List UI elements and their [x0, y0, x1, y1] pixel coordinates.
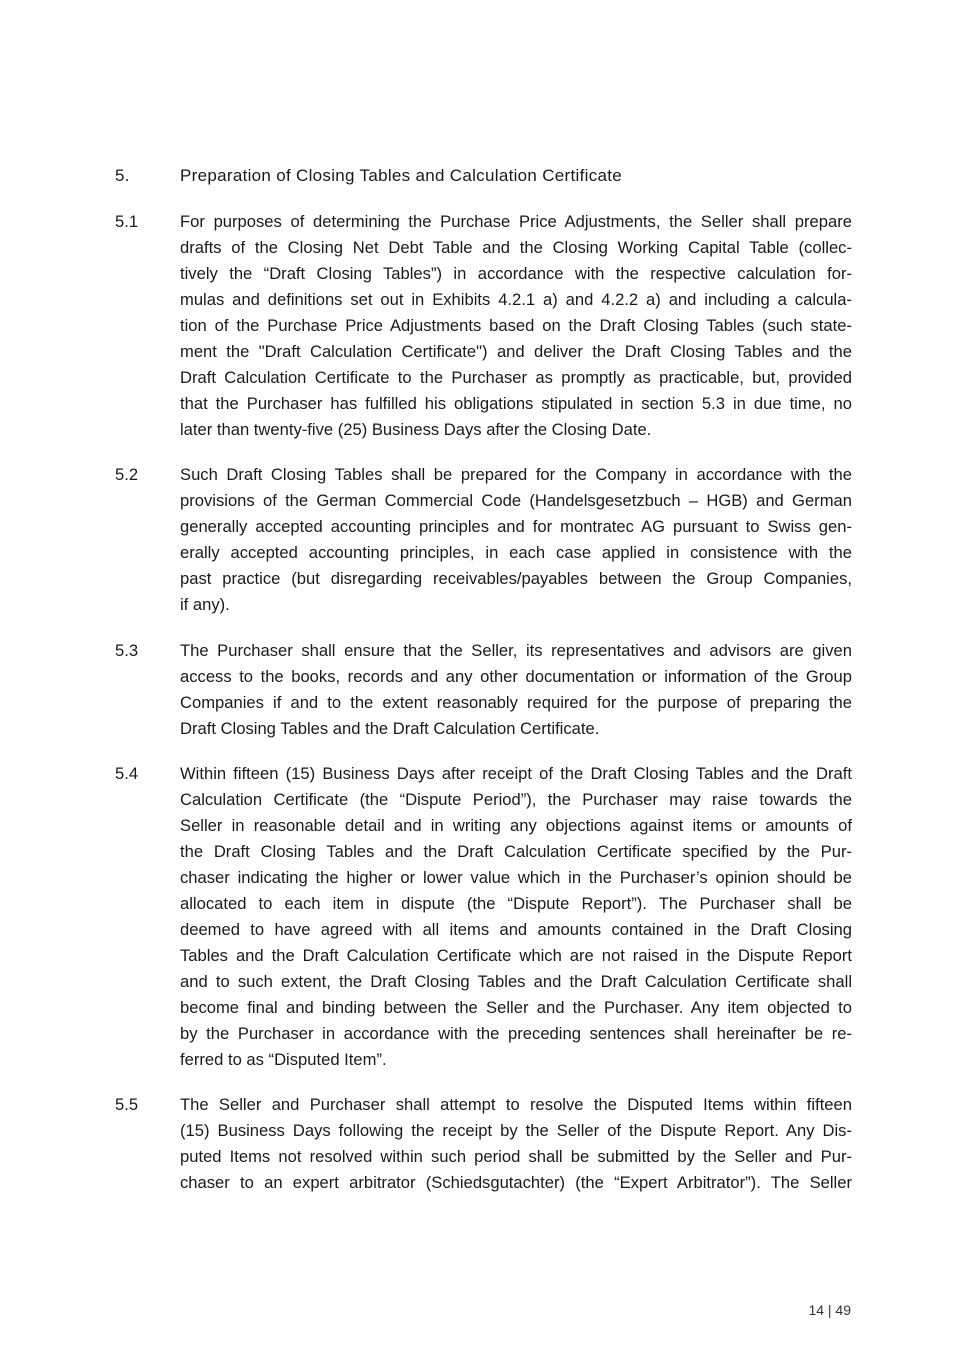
clause-line: Within fifteen (15) Business Days after receipt of the Draft Closing Tables and the Draft [180, 764, 852, 783]
clause-line: deemed to have agreed with all items and amounts contained in the Draft Closing [180, 920, 852, 939]
clause-line: access to the books, records and any other documentation or information of the Group [180, 667, 852, 686]
clause-line: (15) Business Days following the receipt by the Seller of the Dispute Report. Any Dis- [180, 1121, 852, 1140]
page-number: 14 | 49 [808, 1302, 851, 1318]
clause-text [180, 761, 852, 1073]
clause-line: tion of the Purchase Price Adjustments based on the Draft Closing Tables (such state- [180, 316, 852, 335]
section-title: Preparation of Closing Tables and Calculation Certificate [180, 166, 623, 185]
clause-line: allocated to each item in dispute (the “Dispute Report”). The Purchaser shall be [180, 894, 852, 913]
clause-line: drafts of the Closing Net Debt Table and the Closing Working Capital Table (collec- [180, 238, 852, 257]
clause-line: The Seller and Purchaser shall attempt to resolve the Disputed Items within fifteen [180, 1095, 852, 1114]
clause-line: puted Items not resolved within such period shall be submitted by the Seller and Pur- [180, 1147, 852, 1166]
clause-line: by the Purchaser in accordance with the preceding sentences shall hereinafter be re- [180, 1024, 852, 1043]
clause-line: tively the “Draft Closing Tables”) in accordance with the respective calculation for- [180, 264, 852, 283]
clause-number: 5.2 [115, 465, 139, 484]
clause-line: ferred to as “Disputed Item”. [180, 1050, 387, 1069]
clause-line: The Purchaser shall ensure that the Seller, its representatives and advisors are given [180, 641, 852, 660]
clause-line: and to such extent, the Draft Closing Tables and the Draft Calculation Certificate shall [180, 972, 852, 991]
clause-line: past practice (but disregarding receivables/payables between the Group Companies, [180, 569, 852, 588]
clause-number: 5.3 [115, 641, 139, 660]
clause-line: Draft Calculation Certificate to the Purchaser as promptly as practicable, but, provided [180, 368, 852, 387]
clause-line: Seller in reasonable detail and in writing any objections against items or amounts of [180, 816, 852, 835]
clause-line: Tables and the Draft Calculation Certificate which are not raised in the Dispute Report [180, 946, 852, 965]
clause-line: become final and binding between the Seller and the Purchaser. Any item objected to [180, 998, 852, 1017]
clause-text [180, 462, 852, 618]
clause-number: 5.4 [115, 764, 139, 783]
clause-line: Calculation Certificate (the “Dispute Period”), the Purchaser may raise towards the [180, 790, 852, 809]
clause-line: For purposes of determining the Purchase Price Adjustments, the Seller shall prepare [180, 212, 852, 231]
clause-text [180, 209, 852, 443]
clause-number: 5.5 [115, 1095, 139, 1114]
clause-line: ment the "Draft Calculation Certificate") and deliver the Draft Closing Tables and the [180, 342, 852, 361]
clause-line: the Draft Closing Tables and the Draft Calculation Certificate specified by the Pur- [180, 842, 852, 861]
clause-line: later than twenty-five (25) Business Days after the Closing Date. [180, 420, 652, 439]
clause-line: Companies if and to the extent reasonably required for the purpose of preparing the [180, 693, 852, 712]
section-number: 5. [115, 166, 130, 185]
clause-line: provisions of the German Commercial Code (Handelsgesetzbuch – HGB) and German [180, 491, 852, 510]
clause-line: erally accepted accounting principles, in each case applied in consistence with the [180, 543, 852, 562]
clause-line: generally accepted accounting principles and for montratec AG pursuant to Swiss gen- [180, 517, 852, 536]
clause-text [180, 638, 852, 742]
clause-line: chaser indicating the higher or lower value which in the Purchaser’s opinion should be [180, 868, 852, 887]
clause-number: 5.1 [115, 212, 139, 231]
clause-text [180, 1092, 852, 1196]
clause-line: Such Draft Closing Tables shall be prepared for the Company in accordance with the [180, 465, 852, 484]
clause-line: that the Purchaser has fulfilled his obligations stipulated in section 5.3 in due time, no [180, 394, 852, 413]
clause-line: Draft Closing Tables and the Draft Calculation Certificate. [180, 719, 600, 738]
clause-line: if any). [180, 595, 230, 614]
clause-line: mulas and definitions set out in Exhibits 4.2.1 a) and 4.2.2 a) and including a calcula- [180, 290, 852, 309]
clause-line: chaser to an expert arbitrator (Schiedsgutachter) (the “Expert Arbitrator”). The Seller [180, 1173, 852, 1192]
